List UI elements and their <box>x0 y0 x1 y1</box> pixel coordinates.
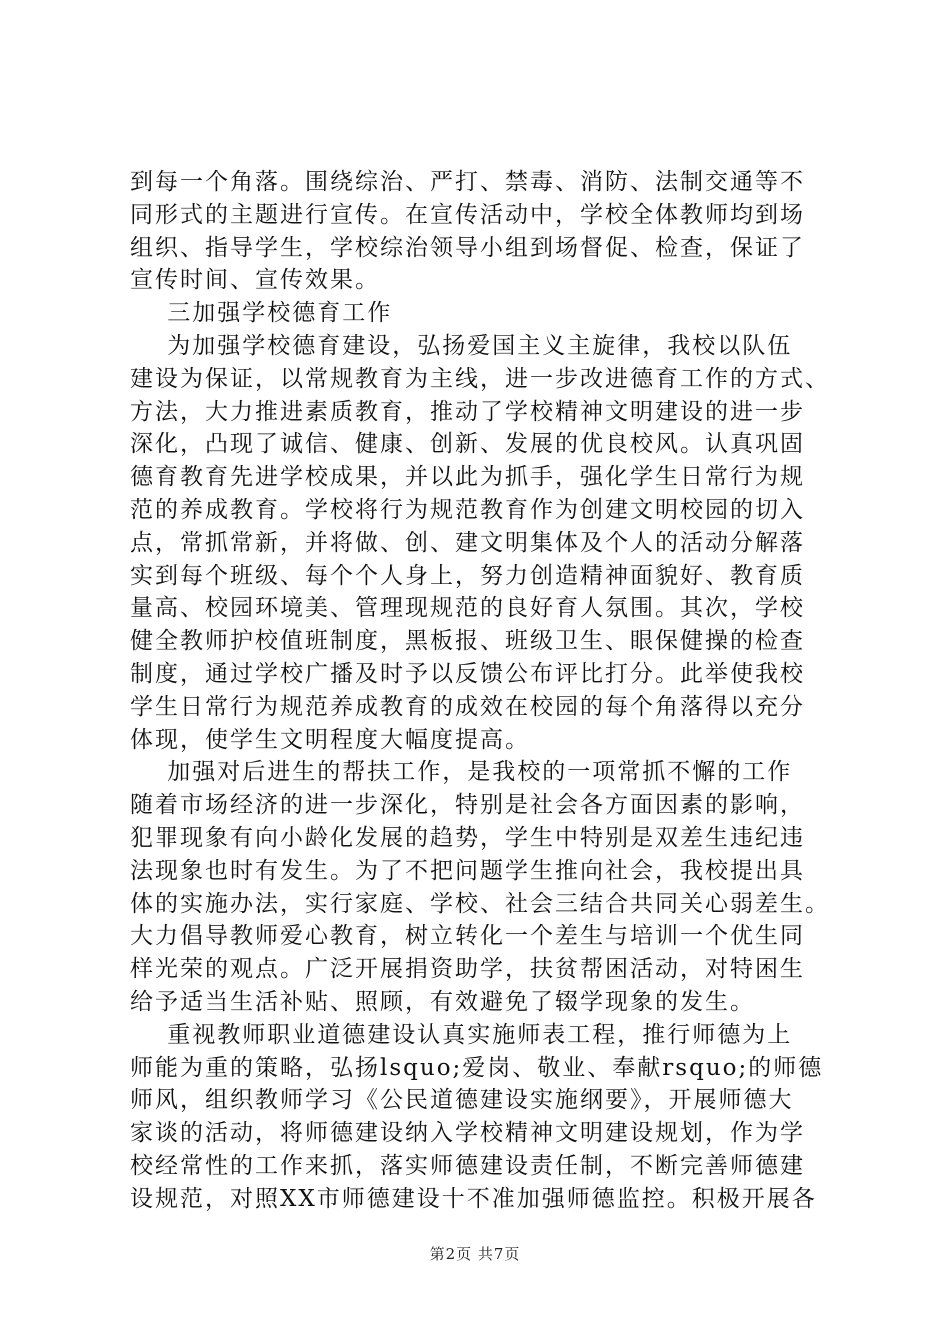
paragraph-teacher-ethics: 重视教师职业道德建设认真实施师表工程，推行师德为上 师能为重的策略，弘扬lsquo;爱岗、敬业、奉献rsquo;的师德 师风，组织教师学习《公民道德建设实施纲要》，开展师德大 家谈的活动，将师德建设纳入学校精神文明建设规划，作为学 校经常性的工作来抓，落实师德建设责任制，不断完善师德建 设规范，对照XX市师德建设十不准加强师德监控。积极开展各 <box>130 1021 824 1212</box>
paragraph-underachiever-support: 加强对后进生的帮扶工作，是我校的一项常抓不懈的工作 随着市场经济的进一步深化，特别是社会各方面因素的影响， 犯罪现象有向小龄化发展的趋势，学生中特别是双差生违纪违 法现象也时有发生。为了不把问题学生推向社会，我校提出具 体的实施办法，实行家庭、学校、社会三结合共同关心弱差生。 大力倡导教师爱心教育，树立转化一个差生与培训一个优生同 样光荣的观点。广泛开展捐资助学，扶贫帮困活动，对特困生 给予适当生活补贴、照顾，有效避免了辍学现象的发生。 <box>130 759 830 1015</box>
document-body <box>130 166 830 1216</box>
page-number-footer: 第2页 共7页 <box>429 1245 521 1263</box>
paragraph-moral-education: 为加强学校德育建设，弘扬爱国主义主旋律，我校以队伍 建设为保证，以常规教育为主线，进一步改进德育工作的方式、 方法，大力推进素质教育，推动了学校精神文明建设的进一步 深化，凸现了诚信、健康、创新、发展的优良校风。认真巩固 德育教育先进学校成果，并以此为抓手，强化学生日常行为规 范的养成教育。学校将行为规范教育作为创建文明校园的切入 点，常抓常新，并将做、创、建文明集体及个人的活动分解落 实到每个班级、每个个人身上，努力创造精神面貌好、教育质 量高、校园环境美、管理现规范的良好育人氛围。其次，学校 健全教师护校值班制度，黑板报、班级卫生、眼保健操的检查 制度，通过学校广播及时予以反馈公布评比打分。此举使我校 学生日常行为规范养成教育的成效在校园的每个角落得以充分 体现，使学生文明程度大幅度提高。 <box>130 332 830 753</box>
section-heading-moral-education: 三加强学校德育工作 <box>130 300 393 327</box>
paragraph-propaganda: 到每一个角落。围绕综治、严打、禁毒、消防、法制交通等不 同形式的主题进行宣传。在宣传活动中，学校全体教师均到场 组织、指导学生，学校综治领导小组到场督促、检查，保证了 宣传时间、宣传效果。 <box>130 169 805 294</box>
